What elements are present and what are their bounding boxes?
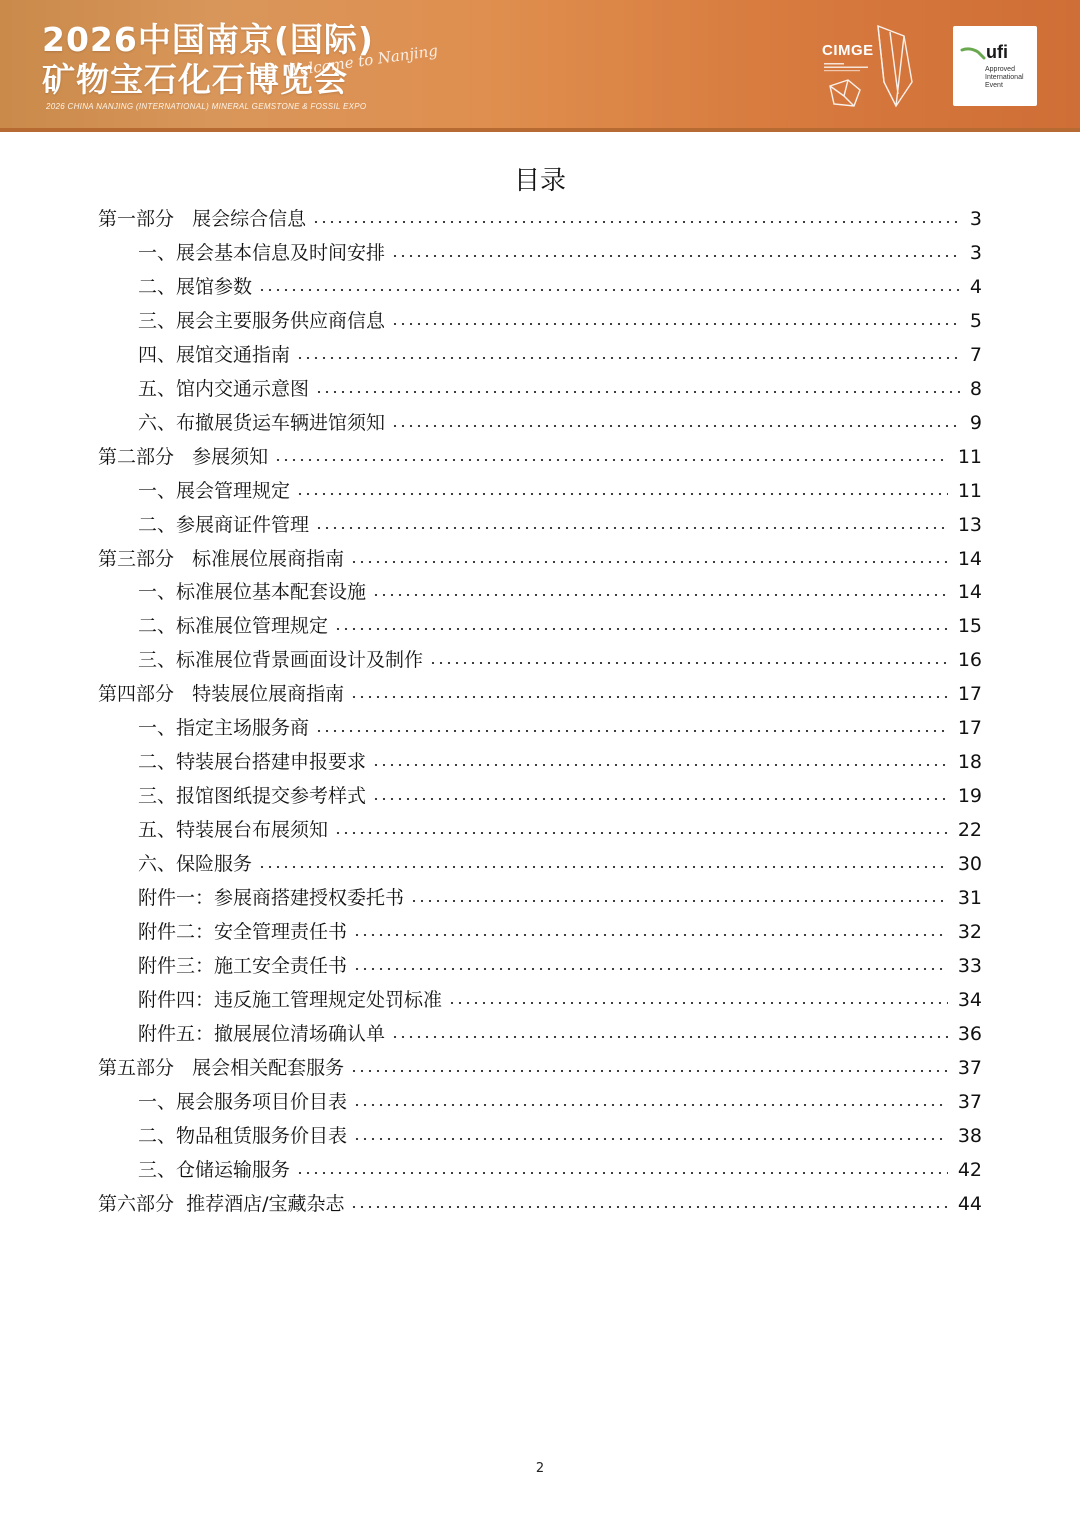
expo-english-subtitle: 2026 CHINA NANJING (INTERNATIONAL) MINERAL GEMSTONE & FOSSIL EXPO [46, 102, 367, 111]
toc-entry[interactable] [98, 202, 982, 236]
toc-entry[interactable] [138, 304, 982, 338]
toc-entry-label: 一、展会基本信息及时间安排 [138, 241, 386, 264]
toc-entry-page: 17 [957, 683, 982, 706]
toc-entry-label: 三、报馆图纸提交参考样式 [138, 785, 367, 808]
toc-entry-label: 附件三：施工安全责任书 [138, 954, 348, 977]
toc-entry-label: 一、标准展位基本配套设施 [138, 581, 367, 604]
dot-leader [372, 764, 948, 766]
toc-entry-page: 18 [957, 751, 982, 774]
dot-leader [296, 1172, 948, 1174]
toc-entry-label: 二、参展商证件管理 [138, 513, 310, 536]
toc-entry[interactable] [138, 1085, 982, 1119]
dot-leader [448, 1002, 948, 1004]
dot-leader [410, 900, 948, 902]
toc-entry[interactable] [138, 508, 982, 542]
toc-entry[interactable] [138, 575, 982, 609]
dot-leader [372, 594, 948, 596]
toc-entry-page: 44 [957, 1192, 982, 1215]
toc-entry[interactable] [98, 1187, 982, 1221]
toc-entry-page: 22 [957, 819, 982, 842]
toc-entry-page: 19 [957, 785, 982, 808]
toc-entry[interactable] [98, 542, 982, 576]
toc-entry-label: 三、标准展位背景画面设计及制作 [138, 649, 424, 672]
dot-leader [391, 1036, 948, 1038]
dot-leader [274, 459, 948, 461]
toc-entry-label: 第六部分 推荐酒店/宝藏杂志 [98, 1192, 345, 1215]
ufi-swoosh-icon [960, 44, 986, 60]
dot-leader [296, 493, 948, 495]
toc-entry[interactable] [138, 745, 982, 779]
toc-entry-page: 31 [957, 887, 982, 909]
toc-entry-label: 附件四：违反施工管理规定处罚标准 [138, 988, 443, 1011]
toc-entry-page: 4 [969, 275, 982, 298]
dot-leader [353, 968, 948, 970]
toc-entry[interactable] [138, 406, 982, 440]
toc-entry-label: 四、展馆交通指南 [138, 343, 291, 366]
toc-entry[interactable] [138, 1119, 982, 1153]
toc-entry-label: 附件二：安全管理责任书 [138, 920, 348, 943]
toc-entry-label: 附件五：撤展展位清场确认单 [138, 1022, 386, 1045]
toc-entry-page: 9 [969, 411, 982, 434]
toc-entry[interactable] [138, 474, 982, 508]
toc-entry-label: 二、标准展位管理规定 [138, 615, 329, 638]
toc-entry[interactable] [138, 779, 982, 813]
dot-leader [350, 561, 948, 563]
toc-entry[interactable] [138, 270, 982, 304]
toc-entry-label: 二、物品租赁服务价目表 [138, 1124, 348, 1147]
dot-leader [296, 357, 960, 359]
toc-entry-page: 3 [969, 241, 982, 264]
toc-entry-page: 34 [957, 988, 982, 1011]
toc-entry-label: 第四部分 特装展位展商指南 [98, 683, 345, 706]
toc-entry-label: 五、馆内交通示意图 [138, 377, 310, 400]
toc-entry[interactable] [138, 881, 982, 915]
dot-leader [350, 1206, 947, 1208]
toc-entry[interactable] [98, 440, 982, 474]
toc-entry-page: 17 [957, 717, 982, 740]
toc-entry-page: 30 [957, 853, 982, 876]
ufi-logo: ufi [986, 42, 1008, 62]
toc-entry-page: 33 [957, 954, 982, 977]
toc-entry-page: 15 [957, 615, 982, 638]
toc-entry-page: 16 [957, 649, 982, 672]
toc-entry-label: 五、特装展台布展须知 [138, 819, 329, 842]
toc-entry-page: 13 [957, 513, 982, 536]
toc-entry-label: 二、特装展台搭建申报要求 [138, 751, 367, 774]
toc-entry[interactable] [138, 338, 982, 372]
dot-leader [353, 1138, 948, 1140]
toc-entry[interactable] [138, 236, 982, 270]
dot-leader [350, 1070, 948, 1072]
dot-leader [391, 255, 960, 257]
dot-leader [391, 425, 960, 427]
toc-entry[interactable] [138, 813, 982, 847]
toc-entry[interactable] [98, 1051, 982, 1085]
toc-entry-label: 三、展会主要服务供应商信息 [138, 309, 386, 332]
toc-entry[interactable] [138, 711, 982, 745]
toc-entry[interactable] [138, 915, 982, 949]
dot-leader [315, 730, 948, 732]
toc-entry-page: 11 [957, 479, 982, 502]
expo-title-line1: 2026中国南京(国际) [42, 20, 375, 59]
toc-entry-page: 11 [957, 445, 982, 468]
toc-entry-label: 三、仓储运输服务 [138, 1158, 291, 1181]
toc-heading: 目录 [513, 166, 566, 196]
dot-leader [315, 527, 948, 529]
toc-entry-label: 第二部分 参展须知 [98, 445, 269, 468]
toc-entry-label: 附件一：参展商搭建授权委托书 [138, 887, 405, 909]
toc-entry[interactable] [98, 677, 982, 711]
dot-leader [258, 289, 960, 291]
toc-entry[interactable] [138, 1153, 982, 1187]
toc-entry[interactable] [138, 372, 982, 406]
toc-entry-page: 36 [957, 1022, 982, 1045]
dot-leader [334, 832, 948, 834]
page-number: 2 [535, 1461, 545, 1476]
dot-leader [350, 696, 948, 698]
toc-entry-page: 38 [957, 1124, 982, 1147]
toc-entry-page: 32 [957, 920, 982, 943]
cimge-fineprint-icon [824, 62, 884, 72]
toc-entry-label: 第一部分 展会综合信息 [98, 208, 307, 230]
dot-leader [312, 221, 960, 223]
expo-title-line2: 矿物宝石化石博览会 [42, 60, 348, 99]
dot-leader [429, 662, 948, 664]
toc-entry-page: 7 [969, 343, 982, 366]
toc-entry-label: 六、保险服务 [138, 853, 253, 876]
toc-entry[interactable] [138, 949, 982, 983]
toc-entry-label: 一、展会服务项目价目表 [138, 1090, 348, 1113]
toc-entry[interactable] [138, 1017, 982, 1051]
toc-entry[interactable] [138, 847, 982, 881]
toc-entry-label: 一、展会管理规定 [138, 479, 291, 502]
ufi-approved-text: Approved International Event [985, 66, 1024, 89]
toc-entry-label: 六、布撤展货运车辆进馆须知 [138, 411, 386, 434]
dot-leader [391, 323, 960, 325]
toc-entry-page: 14 [957, 547, 982, 570]
dot-leader [353, 934, 948, 936]
toc-entry[interactable] [138, 643, 982, 677]
cimge-logo: CIMGE [822, 42, 874, 59]
toc-entry[interactable] [138, 609, 982, 643]
toc-entry-label: 第五部分 展会相关配套服务 [98, 1056, 345, 1079]
toc-entry-page: 14 [957, 581, 982, 604]
dot-leader [334, 628, 948, 630]
toc-entry-page: 8 [969, 377, 982, 400]
toc-entry-label: 二、展馆参数 [138, 275, 253, 298]
toc-entry-page: 5 [969, 309, 982, 332]
toc-entry-page: 42 [957, 1158, 982, 1181]
toc-entry[interactable] [138, 983, 982, 1017]
toc-entry-page: 37 [957, 1056, 982, 1079]
toc-entry-page: 37 [957, 1090, 982, 1113]
toc-entry-label: 第三部分 标准展位展商指南 [98, 547, 345, 570]
dot-leader [315, 391, 960, 393]
welcome-script: Welcome to Nanjing [284, 41, 439, 81]
dot-leader [353, 1104, 948, 1106]
dot-leader [372, 798, 948, 800]
dot-leader [258, 866, 948, 868]
toc-entry-label: 一、指定主场服务商 [138, 717, 310, 740]
toc-entry-page: 3 [969, 208, 982, 230]
header-banner [0, 0, 1080, 132]
